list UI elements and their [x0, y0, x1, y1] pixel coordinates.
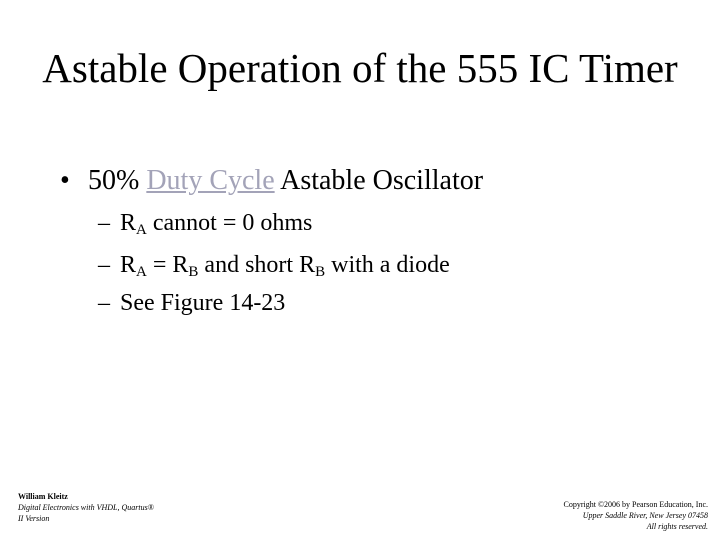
footer-author-block: [18, 491, 154, 524]
sub-bullet-ra-nonzero: [98, 208, 312, 238]
equals-r: = R: [146, 252, 189, 278]
r1-letter: R: [120, 252, 137, 278]
dash-marker: –: [98, 290, 110, 316]
footer-copyright-block: [564, 499, 709, 532]
ra-letter: R: [120, 210, 137, 236]
duty-cycle-link[interactable]: Duty Cycle: [146, 165, 275, 196]
footer-book-line2: II Version: [18, 514, 50, 523]
ra-rest: cannot = 0 ohms: [146, 210, 313, 236]
r1-subscript: A: [136, 264, 147, 280]
slide-title: Astable Operation of the 555 IC Timer: [42, 45, 678, 91]
dash-marker: –: [98, 252, 110, 278]
dash-marker: –: [98, 210, 110, 236]
bullet-suffix: Astable Oscillator: [274, 165, 484, 196]
short-r: and short R: [198, 252, 316, 278]
r2-subscript: B: [188, 264, 199, 280]
main-bullet: [60, 164, 483, 198]
footer-copyright-line1: Copyright ©2006 by Pearson Education, Inc.: [563, 500, 708, 509]
bullet-prefix: 50%: [88, 165, 147, 196]
r3-subscript: B: [315, 264, 326, 280]
figure-ref-text: See Figure 14-23: [120, 290, 286, 316]
sub-bullet-ra-equals-rb: [98, 250, 450, 280]
footer-author: William Kleitz: [18, 492, 68, 501]
footer-copyright-line2: Upper Saddle River, New Jersey 07458: [582, 511, 708, 520]
diode-rest: with a diode: [325, 252, 450, 278]
footer-book-line1: Digital Electronics with VHDL, Quartus®: [18, 503, 154, 512]
sub-bullet-figure-ref: [98, 288, 285, 318]
ra-subscript: A: [136, 222, 147, 238]
footer-copyright-line3: All rights reserved.: [646, 522, 708, 531]
bullet-dot: •: [60, 165, 70, 196]
